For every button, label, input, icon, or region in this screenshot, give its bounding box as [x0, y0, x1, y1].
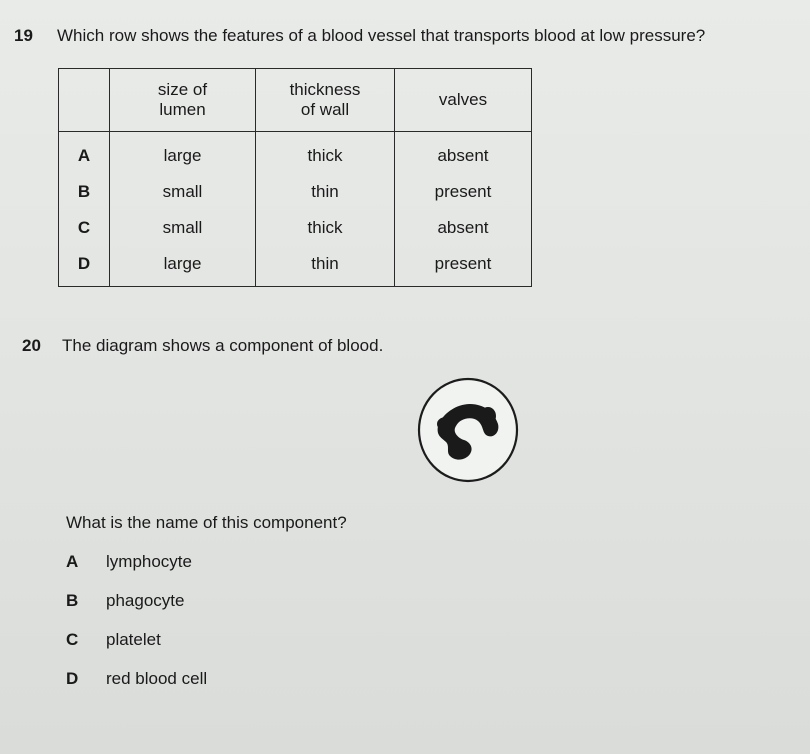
- cell-lumen: large: [110, 132, 256, 175]
- phagocyte-cell-icon: [416, 376, 520, 484]
- cell-wall: thin: [256, 246, 395, 287]
- table-header-wall-line2: of wall: [300, 100, 350, 119]
- option-b[interactable]: [66, 591, 207, 630]
- option-letter: B: [66, 591, 79, 610]
- cell-valves: present: [395, 246, 532, 287]
- cell-valves: absent: [395, 210, 532, 246]
- nucleus-lobe: [480, 407, 496, 425]
- table-header-valves: valves: [395, 69, 532, 132]
- table-row: [59, 246, 532, 287]
- table-row: [59, 132, 532, 175]
- option-letter: C: [66, 630, 79, 649]
- option-text: lymphocyte: [106, 552, 192, 571]
- table-row: [59, 210, 532, 246]
- row-key: D: [59, 246, 110, 287]
- cell-wall: thick: [256, 132, 395, 175]
- question-20-text: The diagram shows a component of blood.: [62, 336, 384, 355]
- option-a[interactable]: [66, 552, 207, 591]
- table-header-row: [59, 69, 532, 132]
- vessel-features-table: [58, 68, 532, 287]
- option-letter: A: [66, 552, 79, 571]
- table-header-lumen-line1: size of: [157, 80, 208, 99]
- cell-wall: thin: [256, 174, 395, 210]
- option-text: platelet: [106, 630, 161, 649]
- table-header-lumen: [110, 69, 256, 132]
- cell-lumen: small: [110, 210, 256, 246]
- question-20-prompt: What is the name of this component?: [66, 513, 347, 532]
- nucleus-lobe: [437, 417, 455, 431]
- option-text: phagocyte: [106, 591, 185, 610]
- row-key: A: [59, 132, 110, 175]
- question-20-number: 20: [22, 336, 41, 355]
- question-19-number: 19: [14, 26, 33, 45]
- cell-lumen: small: [110, 174, 256, 210]
- cell-wall: thick: [256, 210, 395, 246]
- cell-valves: present: [395, 174, 532, 210]
- question-19-text: Which row shows the features of a blood vessel that transports blood at low pressure?: [57, 26, 706, 45]
- option-d[interactable]: [66, 669, 207, 708]
- table-header-wall: [256, 69, 395, 132]
- option-letter: D: [66, 669, 79, 688]
- cell-valves: absent: [395, 132, 532, 175]
- table-header-empty: [59, 69, 110, 132]
- answer-options: [66, 552, 207, 708]
- cell-lumen: large: [110, 246, 256, 287]
- row-key: C: [59, 210, 110, 246]
- table-header-wall-line1: thickness: [289, 80, 361, 99]
- table-header-lumen-line2: lumen: [159, 100, 206, 119]
- option-text: red blood cell: [106, 669, 208, 688]
- cell-membrane: [419, 379, 517, 481]
- row-key: B: [59, 174, 110, 210]
- table-row: [59, 174, 532, 210]
- option-c[interactable]: [66, 630, 207, 669]
